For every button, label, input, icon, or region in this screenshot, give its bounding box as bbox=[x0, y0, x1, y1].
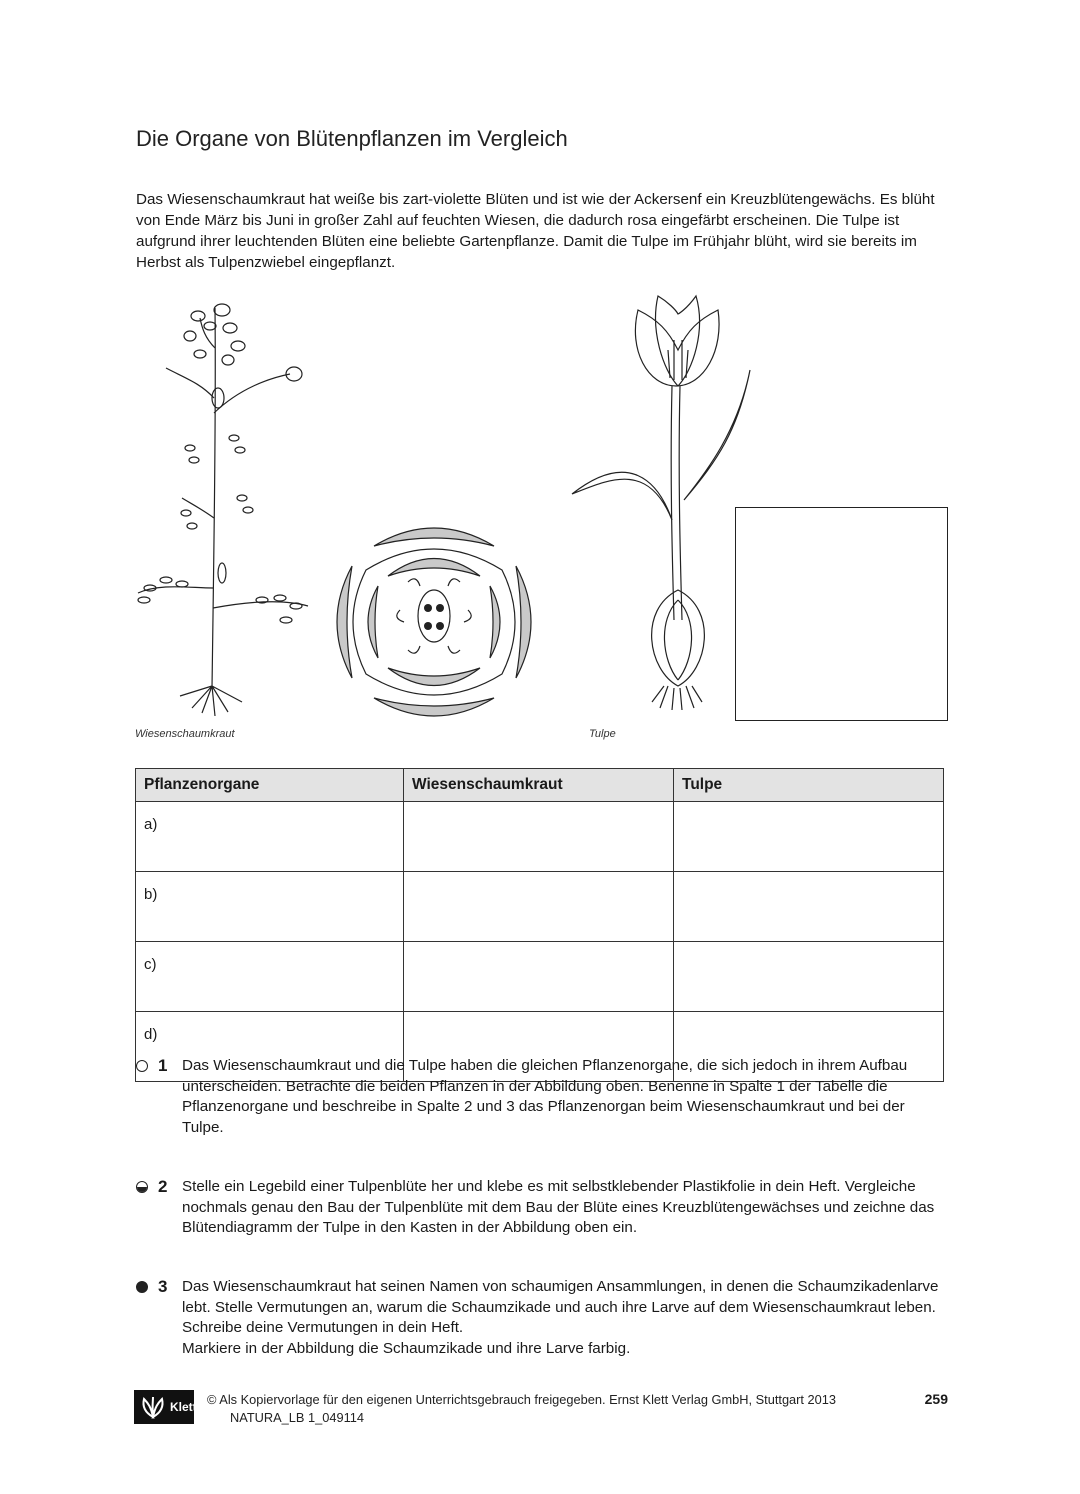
table-cell[interactable]: b) bbox=[136, 872, 404, 942]
task-1 bbox=[130, 1056, 945, 1138]
table-header: Tulpe bbox=[674, 769, 944, 802]
table-header: Wiesenschaumkraut bbox=[404, 769, 674, 802]
table-cell[interactable] bbox=[674, 942, 944, 1012]
tulip-plant-drawing bbox=[568, 290, 758, 715]
task-3 bbox=[130, 1277, 945, 1359]
page-number: 259 bbox=[924, 1391, 948, 1407]
klett-logo-text: Klett bbox=[170, 1400, 197, 1414]
intro-paragraph: Das Wiesenschaumkraut hat weiße bis zart-violette Blüten und ist wie der Ackersenf ein Kreuzblütengewächs. Es blüht von Ende März bis Juni in großer Zahl auf feuchten Wiesen, die dadurch rosa eingefärbt erscheinen. Die Tulpe ist aufgrund ihrer leuchtenden Blüten eine beliebte Gartenpflanze. Damit die Tulpe im Frühjahr blüht, wird sie bereits im Herbst als Tulpenzwiebel eingepflanzt. bbox=[136, 191, 935, 271]
task-2 bbox=[130, 1177, 945, 1239]
task-text: Das Wiesenschaumkraut und die Tulpe haben die gleichen Pflanzenorgane, die sich jedoch in ihrem Aufbau unterscheiden. Betrachte die beiden Pflanzen in der Abbildung oben. Benenne in Spalte 1 der Tabelle die Pflanzenorgane und beschreibe in Spalte 2 und 3 das Pflanzenorgan beim Wiesenschaumkraut und bei der Tulpe. bbox=[182, 1057, 908, 1136]
table-cell[interactable] bbox=[674, 802, 944, 872]
task-number: 2 bbox=[158, 1177, 168, 1196]
klett-leaf-icon bbox=[138, 1395, 168, 1419]
difficulty-empty-circle-icon bbox=[136, 1060, 148, 1072]
flower-diagram-drawing bbox=[328, 516, 540, 728]
table-cell[interactable] bbox=[404, 802, 674, 872]
task-text: Stelle ein Legebild einer Tulpenblüte her und klebe es mit selbstklebender Plastikfolie in dein Heft. Vergleiche nochmals genau den Bau der Tulpenblüte mit dem Bau der Blüte eines Kreuzblütengewächses und zeichne das Blütendiagramm der Tulpe in den Kasten in der Abbildung oben ein. bbox=[182, 1178, 935, 1236]
comparison-table bbox=[135, 768, 944, 1082]
drawing-box[interactable] bbox=[735, 507, 948, 721]
table-row bbox=[136, 802, 944, 872]
klett-logo bbox=[134, 1390, 197, 1424]
task-number: 1 bbox=[158, 1056, 168, 1075]
publication-code: NATURA_LB 1_049114 bbox=[230, 1410, 364, 1425]
table-cell[interactable]: d) bbox=[136, 1012, 404, 1082]
copyright-notice: © Als Kopiervorlage für den eigenen Unterrichtsgebrauch freigegeben. Ernst Klett Verlag GmbH, Stuttgart 2013 bbox=[207, 1392, 837, 1407]
page-footer bbox=[134, 1390, 948, 1426]
table-cell[interactable] bbox=[404, 942, 674, 1012]
difficulty-full-circle-icon bbox=[136, 1281, 148, 1293]
table-cell[interactable]: c) bbox=[136, 942, 404, 1012]
task-number: 3 bbox=[158, 1277, 168, 1296]
page-title: Die Organe von Blütenpflanzen im Vergleich bbox=[136, 126, 568, 151]
table-header-row bbox=[136, 769, 944, 802]
table-cell[interactable] bbox=[404, 872, 674, 942]
table-cell[interactable] bbox=[674, 872, 944, 942]
difficulty-half-circle-icon bbox=[136, 1181, 148, 1193]
caption-wiesenschaumkraut: Wiesenschaumkraut bbox=[135, 728, 235, 740]
table-cell[interactable]: a) bbox=[136, 802, 404, 872]
meadowfoam-plant-drawing bbox=[130, 288, 315, 718]
table-row bbox=[136, 872, 944, 942]
task-text: Das Wiesenschaumkraut hat seinen Namen von schaumigen Ansammlungen, in denen die Schaumzikadenlarve lebt. Stelle Vermutungen an, warum die Schaumzikade und auch ihre Larve auf dem Wiesenschaumkraut leben. Schreibe deine Vermutungen in dein Heft. Markiere in der Abbildung die Schaumzikade und ihre Larve farbig. bbox=[182, 1278, 939, 1357]
table-row bbox=[136, 942, 944, 1012]
table-header: Pflanzenorgane bbox=[136, 769, 404, 802]
caption-tulpe: Tulpe bbox=[589, 728, 616, 740]
